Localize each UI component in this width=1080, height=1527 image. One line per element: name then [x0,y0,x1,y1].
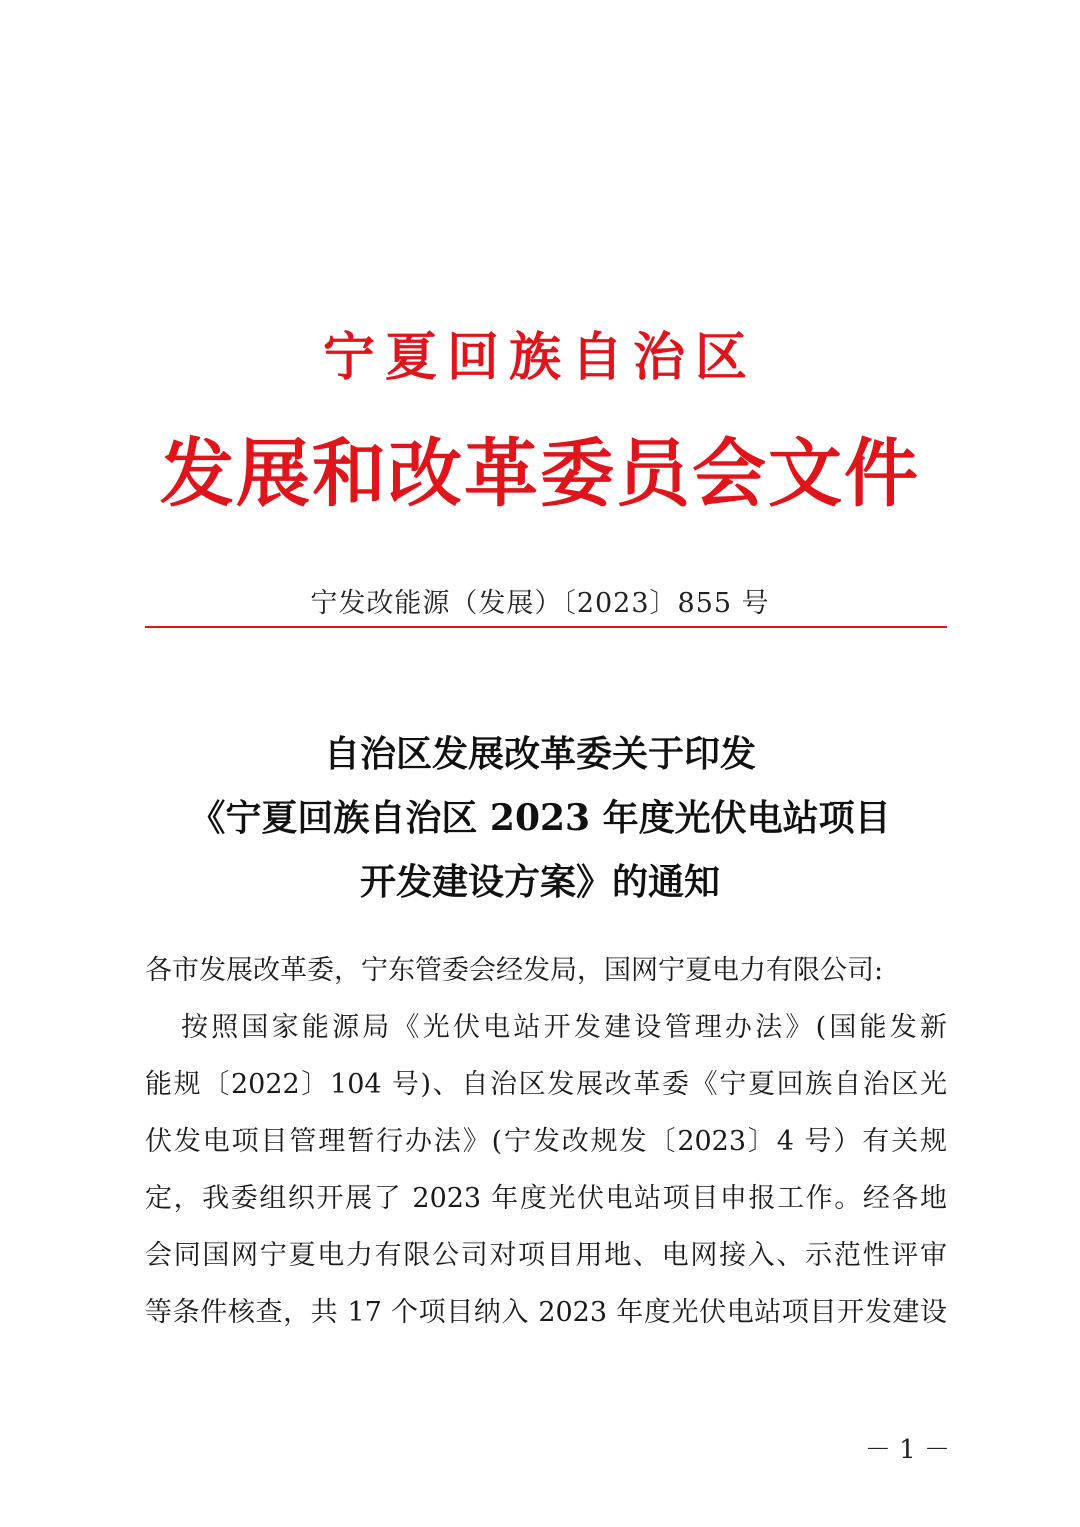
issuer-region-heading: 宁夏回族自治区 [322,327,757,388]
body-line: 定，我委组织开展了 2023 年度光伏电站项目申报工作。经各地 [145,1183,947,1214]
title-line-2: 《宁夏回族自治区 2023 年度光伏电站项目 [189,797,891,839]
title-line-3: 开发建设方案》的通知 [359,861,720,903]
red-separator-rule [145,626,947,628]
body-line: 等条件核查，共 17 个项目纳入 2023 年度光伏电站项目开发建设 [145,1297,947,1328]
document-title [0,722,1080,914]
body-line: 会同国网宁夏电力有限公司对项目用地、电网接入、示范性评审 [145,1240,947,1271]
body-line: 能规〔2022〕104 号)、自治区发展改革委《宁夏回族自治区光 [145,1069,947,1100]
body-line: 伏发电项目管理暂行办法》(宁发改规发〔2023〕4 号）有关规 [145,1126,947,1157]
title-line-1: 自治区发展改革委关于印发 [323,733,756,775]
issuer-agency-heading: 发展和改革委员会文件 [160,431,920,517]
document-number: 宁发改能源（发展）〔2023〕855 号 [310,588,770,619]
addressee-line: 各市发展改革委，宁东管委会经发局，国网宁夏电力有限公司: [145,955,884,986]
page-number: － 1 － [864,1435,950,1465]
body-line: 按照国家能源局《光伏电站开发建设管理办法》(国能发新 [181,1012,947,1043]
document-body [145,942,947,1341]
